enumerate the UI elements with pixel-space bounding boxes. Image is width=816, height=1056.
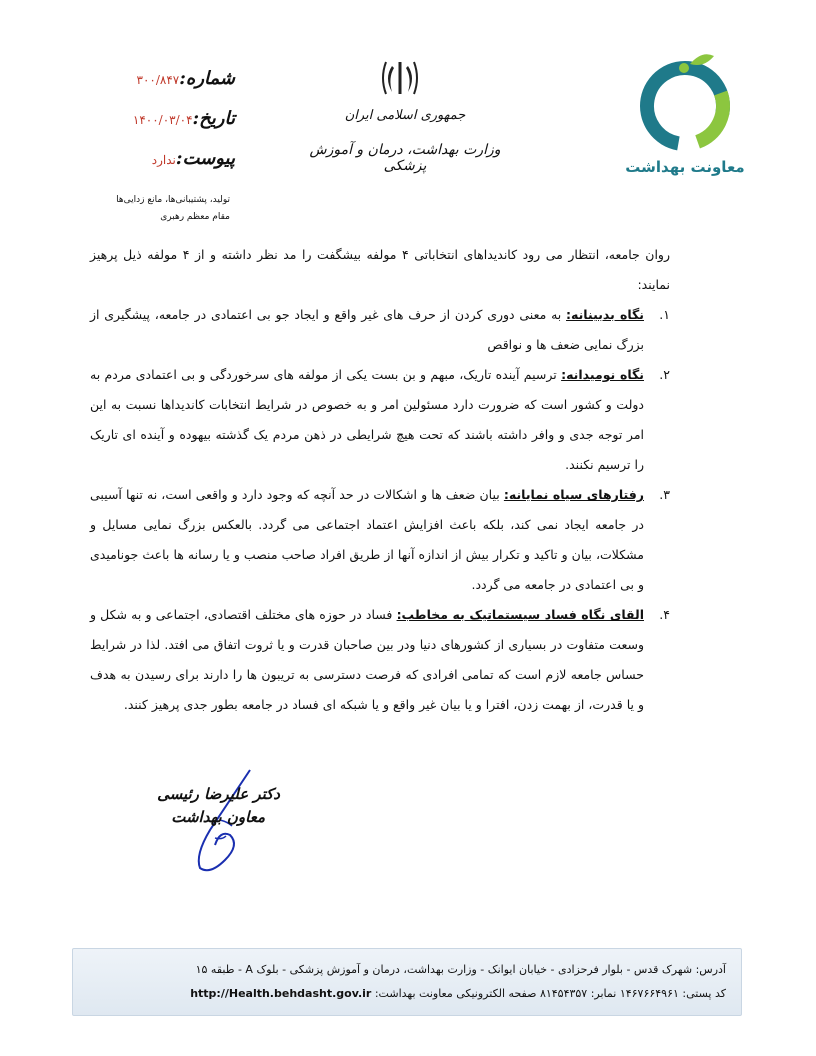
letter-number <box>100 68 235 89</box>
footer-box <box>72 948 742 1016</box>
item-title: رفتارهای سیاه نمایانه: <box>503 487 644 502</box>
iran-emblem-icon <box>378 58 422 98</box>
list-item <box>90 480 670 600</box>
signer-title: معاون بهداشت <box>171 808 265 826</box>
list-item <box>90 360 670 480</box>
number-label: شماره: <box>179 68 235 89</box>
item-title: القای نگاه فساد سیستماتیک به مخاطب: <box>396 607 644 622</box>
date-value: ۱۴۰۰/۰۳/۰۴ <box>132 113 193 127</box>
item-title: نگاه نومیدانه: <box>561 367 644 382</box>
footer-contact <box>86 987 726 1000</box>
attachment-label: پیوست: <box>175 148 235 169</box>
footer-contact-text: کد پستی: ۱۴۶۷۶۶۴۹۶۱ نمابر: ۸۱۴۵۴۳۵۷ صفحه الکترونیکی معاونت بهداشت: <box>374 987 726 1000</box>
item-number: ۲. <box>659 367 670 382</box>
item-title: نگاه بدبینانه: <box>566 307 644 322</box>
item-text <box>90 600 644 720</box>
logo-text: معاونت بهداشت <box>625 158 745 176</box>
ministry-line2: وزارت بهداشت، درمان و آموزش پزشکی <box>309 142 501 174</box>
signer-name: دکتر علیرضا رئیسی <box>157 785 280 803</box>
item-body: فساد در حوزه های مختلف اقتصادی، اجتماعی و به شکل و وسعت متفاوت در بسیاری از کشورهای دنیا ودر بین صاحبان قدرت و یا ثروت اتفاق می افتد. لذا در شرایط حساس جامعه لازم است که تمامی افرادی که فرصت دسترسی به تریبون ها را دارند برای رسیدن به هدف و یا قدرت، از بهمت زدن، افترا و یا بیان غیر واقع و یا شبکه ای فساد در جامعه بطور جدی پرهیز کنند. <box>90 607 644 712</box>
item-body: بیان ضعف ها و اشکالات در حد آنچه که وجود دارد و واقعی است، نه تنها آسیبی در جامعه ایجاد نمی کند، بلکه باعث افزایش اعتماد اجتماعی می گردد. بالعکس بزرگ نمایی مسایل و مشکلات، بیان و تاکید و تکرار بیش از اندازه آنها از طریق افراد صاحب منصب و یا رسانه ها باعث جونامیدی و بی اعتمادی در جامعه می گردد. <box>90 487 644 592</box>
item-text <box>90 480 644 600</box>
ministry-line1: جمهوری اسلامی ایران <box>344 108 466 123</box>
item-text <box>90 360 644 480</box>
letter-date <box>100 108 235 129</box>
attachment-value: ندارد <box>151 153 176 167</box>
item-number: ۳. <box>659 487 670 502</box>
footer-website-link[interactable]: http://Health.behdasht.gov.ir <box>190 987 372 1000</box>
slogan-line2: مقام معظم رهبری <box>160 212 230 222</box>
list-item <box>90 300 670 360</box>
item-number: ۴. <box>659 607 670 622</box>
item-text <box>90 300 644 360</box>
letter-attachment <box>100 148 235 169</box>
footer-address: آدرس: شهرک قدس - بلوار فرحزادی - خیابان ایوانک - وزارت بهداشت، درمان و آموزش پزشکی - بلوک A - طبقه ۱۵ <box>195 963 726 976</box>
item-body: ترسیم آینده تاریک، مبهم و بن بست یکی از مولفه های سرخوردگی و بی اعتمادی مردم به دولت و کشور است که ضرورت دارد مسئولین امر و به خصوص در شرایط انتخابات کاندیداها نسبت به این امر توجه جدی و وافر داشته باشند که تحت هیچ شرایطی در ذهن مردم یک گذشته بیهوده و آینده ای تاریک را ترسیم نکنند. <box>90 367 644 472</box>
slogan-line1: تولید، پشتیبانی‌ها، مانع زدایی‌ها <box>116 195 230 205</box>
health-deputy-logo <box>630 46 740 156</box>
date-label: تاریخ: <box>192 108 235 129</box>
number-value: ۳۰۰/۸۴۷ <box>136 73 180 87</box>
item-body: به معنی دوری کردن از حرف های غیر واقع و ایجاد جو بی اعتمادی در جامعه، پیشگیری از بزرگ نمایی ضعف ها و نواقص <box>90 307 644 352</box>
letter-body <box>90 240 670 720</box>
list-item <box>90 600 670 720</box>
intro-paragraph: روان جامعه، انتظار می رود کاندیداهای انتخاباتی ۴ مولفه بیشگفت را مد نظر داشته و از ۴ مولفه ذیل پرهیز نمایند: <box>90 247 670 292</box>
item-number: ۱. <box>659 307 670 322</box>
